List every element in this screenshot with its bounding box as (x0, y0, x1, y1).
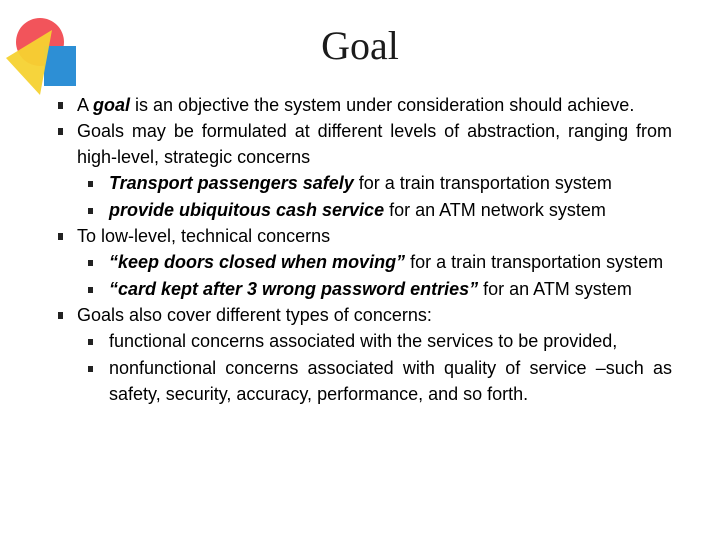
emphasis-text: goal (93, 95, 131, 115)
bullet-marker-icon (58, 312, 63, 319)
bullet-text: for a train transportation system (405, 252, 664, 272)
bullet-marker-icon (58, 233, 63, 240)
bullet-marker-icon (88, 181, 93, 187)
sub-bullet-item (58, 249, 672, 276)
bullet-item (58, 302, 672, 328)
bullet-text: functional concerns associated with the services to be provided, (109, 331, 618, 351)
bullet-text: Goals also cover different types of concerns: (77, 305, 432, 325)
bullet-marker-icon (88, 366, 93, 372)
bullet-marker-icon (88, 287, 93, 293)
bullet-text: for an ATM network system (384, 199, 606, 220)
bullet-item (58, 223, 672, 249)
emphasis-text: “keep doors closed when moving” (109, 252, 406, 272)
sub-bullet-item (58, 328, 672, 355)
bullet-text: is an objective the system under consideration should achieve. (130, 95, 635, 115)
bullet-marker-icon (88, 260, 93, 266)
bullet-marker-icon (58, 128, 63, 135)
bullet-text: A (77, 95, 94, 115)
bullet-item (58, 92, 672, 118)
sub-bullet-item (58, 276, 672, 303)
bullet-list (58, 92, 672, 408)
sub-bullet-item (58, 197, 672, 224)
emphasis-text: provide ubiquitous cash service (109, 199, 385, 220)
bullet-item (58, 118, 672, 170)
bullet-text: for a train transportation system (353, 173, 612, 193)
emphasis-text: “card kept after 3 wrong password entries” (109, 278, 479, 299)
bullet-marker-icon (88, 339, 93, 345)
sub-bullet-item (58, 170, 672, 197)
bullet-text: nonfunctional concerns associated with quality of service –such as safety, security, accuracy, performance, and so forth. (109, 357, 672, 404)
bullet-text: for an ATM system (478, 278, 632, 299)
bullet-marker-icon (58, 102, 63, 109)
bullet-marker-icon (88, 208, 93, 214)
bullet-text: Goals may be formulated at different levels of abstraction, ranging from high-level, strategic concerns (77, 121, 672, 167)
emphasis-text: Transport passengers safely (109, 173, 354, 193)
slide-title: Goal (321, 23, 399, 68)
bullet-text: To low-level, technical concerns (77, 226, 331, 246)
sub-bullet-item (58, 355, 672, 408)
